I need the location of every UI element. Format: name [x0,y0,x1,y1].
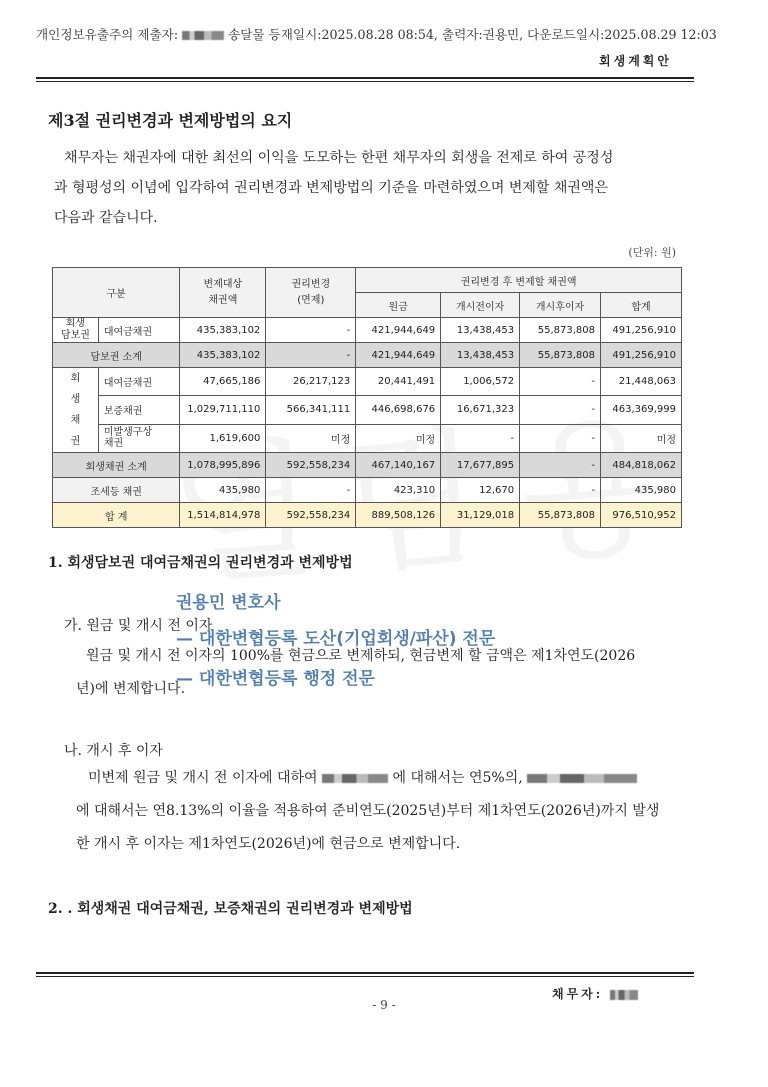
table-row: 보증채권 1,029,711,110 566,341,111 446,698,676 16,671,323 - 463,369,999 [53,396,682,424]
header-pre-interest: 개시전이자 [441,293,520,318]
row-name: 담보권 소계 [53,343,180,368]
section-title: 제3절 권리변경과 변제방법의 요지 [48,111,293,130]
lawyer-name: 권용민 변호사 [176,593,281,613]
row-name: 대여금채권 [98,368,180,396]
part1-sub-b: 나. 개시 후 이자 [64,743,163,759]
table-header-row [53,268,682,293]
header-after-group: 권리변경 후 변제할 채권액 [356,268,682,293]
row-name: 미발생구상 채권 [98,424,180,452]
header-post-interest: 개시후이자 [520,293,601,318]
page-number: - 9 - [372,998,396,1012]
secured-group-label: 회생 담보권 [53,318,99,343]
intro-line-1: 채무자는 채권자에 대한 최선의 이익을 도모하는 한편 채무자의 회생을 전제로 하여 공정성 [64,150,614,166]
footer-rule [36,972,694,974]
part2-title: 2. . 회생채권 대여금채권, 보증채권의 권리변경과 변제방법 [48,901,413,917]
rehab-group-label: 회 생 채 권 [53,368,99,453]
intro-paragraph [54,143,682,233]
row-name: 합 계 [53,503,180,528]
intro-line-3: 다음과 같습니다. [54,210,158,226]
lawyer-specialty-1: — 대한변협등록 도산(기업회생/파산) 전문 [176,629,496,649]
row-name: 회생채권 소계 [53,453,180,478]
redacted-text [527,774,637,783]
table-row: 회 생 채 권 대여금채권 47,665,186 26,217,123 20,441,491 1,006,572 - 21,448,063 [53,368,682,396]
table-row: 미발생구상 채권 1,619,600 미정 미정 - - 미정 [53,424,682,452]
lawyer-specialty-2: — 대한변협등록 행정 전문 [176,669,375,689]
header-text-after: 송달물 등재일시:2025.08.28 08:54, 출력자:권용민, 다운로드일시:2025.08.29 12:03 [224,27,717,42]
row-name: 조세등 채권 [53,478,180,503]
redacted-name [182,31,224,40]
sub-a-line-2: 년)에 변제합니다. [76,681,186,697]
table-row-subtotal: 회생채권 소계 1,078,995,896 592,558,234 467,140,167 17,677,895 - 484,818,062 [53,453,682,478]
part1-title: 1. 회생담보권 대여금채권의 권리변경과 변제방법 [48,555,353,571]
sub-b-line-1: 미변제 원금 및 개시 전 이자에 대하여 에 대해서는 연5%의, [78,762,684,795]
intro-line-2: 과 형평성의 이념에 입각하여 권리변경과 변제방법의 기준을 마련하였으며 변제할 채권액은 [54,180,608,196]
header-total: 합계 [601,293,682,318]
document-label: 회생계획안 [599,54,672,68]
unit-label: (단위: 원) [628,246,676,259]
header-target: 변제대상 채권액 [180,268,266,318]
footer-rule-thin [36,976,694,977]
header-rule [36,77,694,79]
debt-table [52,267,682,528]
part1-sub-a-body [78,640,684,706]
table-row: 조세등 채권 435,980 - 423,310 12,670 - 435,980 [53,478,682,503]
row-name: 대여금채권 [98,318,180,343]
header-change: 권리변경 (면제) [266,268,356,318]
header-category: 구분 [53,268,180,318]
header-text-before: 개인정보유출주의 제출자: [36,27,179,42]
header-principal: 원금 [356,293,441,318]
sub-b-line-3: 한 개시 후 이자는 제1차연도(2026년)에 현금으로 변제합니다. [76,836,461,852]
sub-a-line-1: 원금 및 개시 전 이자의 100%를 현금으로 변제하되, 현금변제 할 금액은 제1차연도(2026 [86,648,636,664]
header-rule-thin [36,81,694,82]
part1-sub-a: 가. 원금 및 개시 전 이자 [64,618,213,634]
sub-b-line-2: 에 대해서는 연8.13%의 이율을 적용하여 준비연도(2025년)부터 제1차연도(2026년)까지 발생 [76,803,660,819]
print-header [36,24,717,43]
part1-sub-b-body [78,762,684,861]
table-row: 회생 담보권 대여금채권 435,383,102 - 421,944,649 13,438,453 55,873,808 491,256,910 [53,318,682,343]
debtor-signature: 채무자: [552,985,638,1002]
table-row-total: 합 계 1,514,814,978 592,558,234 889,508,126 31,129,018 55,873,808 976,510,952 [53,503,682,528]
table-row-subtotal: 담보권 소계 435,383,102 - 421,944,649 13,438,453 55,873,808 491,256,910 [53,343,682,368]
redacted-text [322,774,388,783]
row-name: 보증채권 [98,396,180,424]
